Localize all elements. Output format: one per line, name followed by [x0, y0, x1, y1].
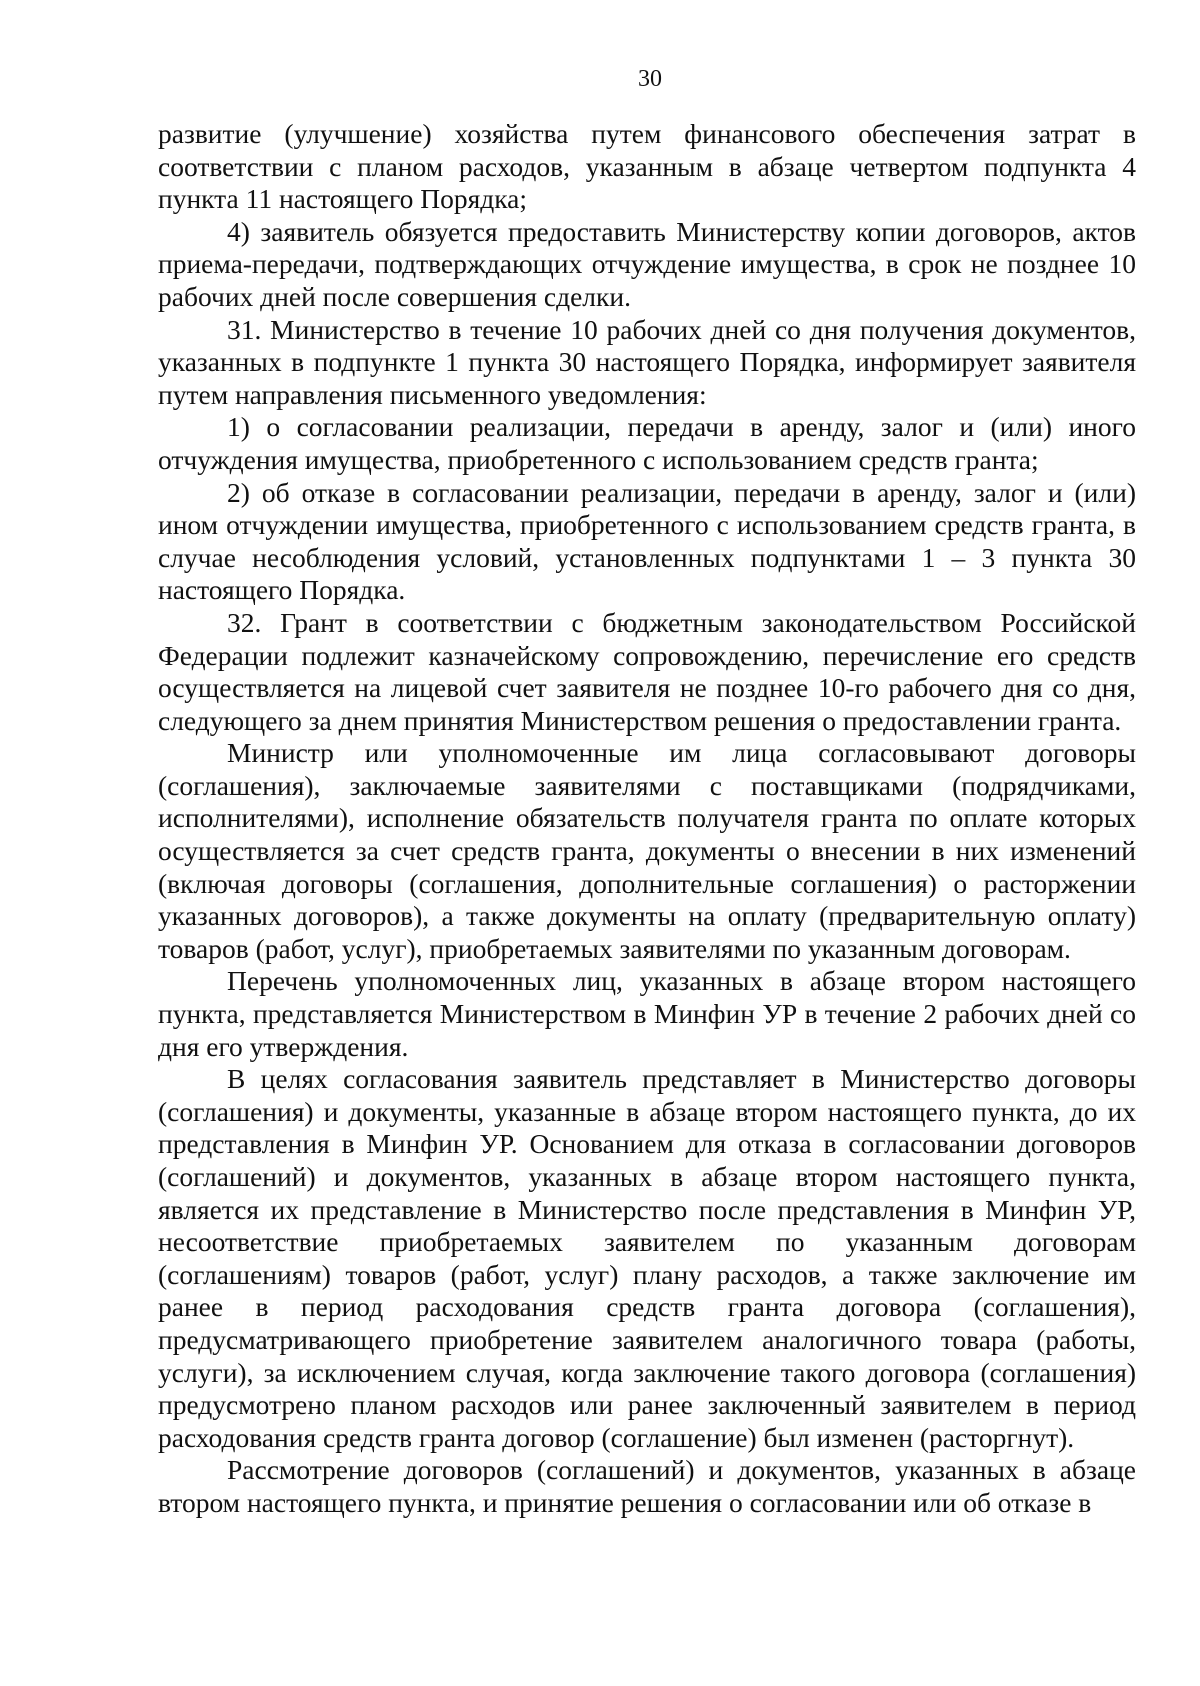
- paragraph-clause-32: 32. Грант в соответствии с бюджетным законодательством Российской Федерации подлежит казначейскому сопровождению, перечисление его средств осуществляется на лицевой счет заявителя не позднее 10-го рабочего дня со дня, следующего за днем принятия Министерством решения о предоставлении гранта.: [158, 606, 1136, 736]
- document-body: [158, 118, 1136, 1520]
- paragraph-clause-31: 31. Министерство в течение 10 рабочих дней со дня получения документов, указанных в подпункте 1 пункта 30 настоящего Порядка, информирует заявителя путем направления письменного уведомления:: [158, 313, 1136, 410]
- paragraph-subitem-2: 2) об отказе в согласовании реализации, передачи в аренду, залог и (или) ином отчуждении имущества, приобретенного с использованием средств гранта, в случае несоблюдения условий, установленных подпунктами 1 – 3 пункта 30 настоящего Порядка.: [158, 476, 1136, 606]
- page-number: 30: [638, 66, 662, 92]
- paragraph-approval-purposes: В целях согласования заявитель представляет в Министерство договоры (соглашения) и документы, указанные в абзаце втором настоящего пункта, до их представления в Минфин УР. Основанием для отказа в согласовании договоров (соглашений) и документов, указанных в абзаце втором настоящего пункта, является их представление в Министерство после представления в Минфин УР, несоответствие приобретаемых заявителем по указанным договорам (соглашениям) товаров (работ, услуг) плану расходов, а также заключение им ранее в период расходования средств гранта договора (соглашения), предусматривающего приобретение заявителем аналогичного товара (работы, услуги), за исключением случая, когда заключение такого договора (соглашения) предусмотрено планом расходов или ранее заключенный заявителем в период расходования средств гранта договор (соглашение) был изменен (расторгнут).: [158, 1063, 1136, 1453]
- paragraph-subitem-4: 4) заявитель обязуется предоставить Министерству копии договоров, актов приема-передачи, подтверждающих отчуждение имущества, в срок не позднее 10 рабочих дней после совершения сделки.: [158, 215, 1136, 312]
- paragraph-minister-approval: Министр или уполномоченные им лица согласовывают договоры (соглашения), заключаемые заявителями с поставщиками (подрядчиками, исполнителями), исполнение обязательств получателя гранта по оплате которых осуществляется за счет средств гранта, документы о внесении в них изменений (включая договоры (соглашения, дополнительные соглашения) о расторжении указанных договоров), а также документы на оплату (предварительную оплату) товаров (работ, услуг), приобретаемых заявителями по указанным договорам.: [158, 737, 1136, 964]
- paragraph-subitem-1: 1) о согласовании реализации, передачи в аренду, залог и (или) иного отчуждения имущества, приобретенного с использованием средств гранта;: [158, 411, 1136, 475]
- paragraph-continuation: развитие (улучшение) хозяйства путем финансового обеспечения затрат в соответствии с планом расходов, указанным в абзаце четвертом подпункта 4 пункта 11 настоящего Порядка;: [158, 118, 1136, 215]
- paragraph-authorized-persons: Перечень уполномоченных лиц, указанных в абзаце втором настоящего пункта, представляется Министерством в Минфин УР в течение 2 рабочих дней со дня его утверждения.: [158, 965, 1136, 1062]
- paragraph-review: Рассмотрение договоров (соглашений) и документов, указанных в абзаце втором настоящего пункта, и принятие решения о согласовании или об отказе в: [158, 1454, 1136, 1518]
